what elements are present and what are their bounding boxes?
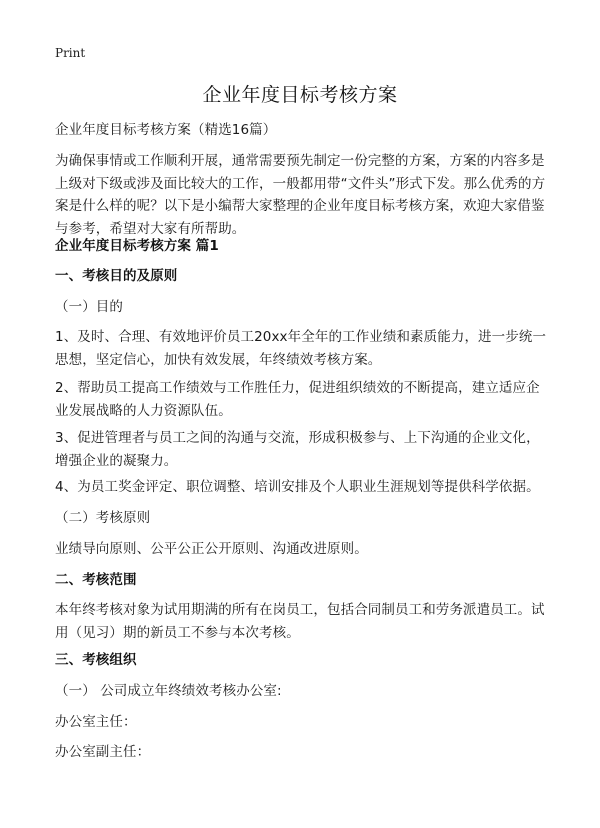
purpose-item-2: 2、帮助员工提高工作绩效与工作胜任力，促进组织绩效的不断提高，建立适应企业发展战略的人力资源队伍。 xyxy=(55,380,540,419)
intro-paragraph: 为确保事情或工作顺利开展，通常需要预先制定一份完整的方案，方案的内容多是上级对下级或涉及面比较大的工作，一般都用带“文件头”形式下发。那么优秀的方案是什么样的呢？以下是小编帮大家整理的企业年度目标考核方案，欢迎大家借鉴与参考，希望对大家有所帮助。 xyxy=(55,153,546,237)
principles-text: 业绩导向原则、公平公正公开原则、沟通改进原则。 xyxy=(55,541,368,557)
heading-organization: 三、考核组织 xyxy=(55,652,137,668)
heading-purpose-principles: 一、考核目的及原则 xyxy=(55,268,178,284)
purpose-item-4: 4、为员工奖金评定、职位调整、培训安排及个人职业生涯规划等提供科学依据。 xyxy=(55,479,540,495)
subheading-purpose: （一）目的 xyxy=(55,299,123,315)
scope-text: 本年终考核对象为试用期满的所有在岗员工，包括合同制员工和劳务派遣员工。试用（见习）期的新员工不参与本次考核。 xyxy=(55,602,545,641)
purpose-item-1: 1、及时、合理、有效地评价员工20xx年全年的工作业绩和素质能力，进一步统一思想，坚定信心，加快有效发展，年终绩效考核方案。 xyxy=(55,329,547,368)
document-subtitle: 企业年度目标考核方案（精选16篇） xyxy=(55,122,277,138)
section-title: 企业年度目标考核方案 篇1 xyxy=(55,238,219,254)
subheading-office: （一） 公司成立年终绩效考核办公室: xyxy=(55,683,282,699)
document-title: 企业年度目标考核方案 xyxy=(202,84,398,106)
print-link[interactable]: Print xyxy=(55,46,86,60)
subheading-principles: （二）考核原则 xyxy=(55,510,151,526)
purpose-item-3: 3、促进管理者与员工之间的沟通与交流，形成积极参与、上下沟通的企业文化，增强企业的凝聚力。 xyxy=(55,430,540,469)
heading-scope: 二、考核范围 xyxy=(55,572,137,588)
office-director-line: 办公室主任： xyxy=(55,714,137,730)
office-deputy-line: 办公室副主任： xyxy=(55,744,151,760)
